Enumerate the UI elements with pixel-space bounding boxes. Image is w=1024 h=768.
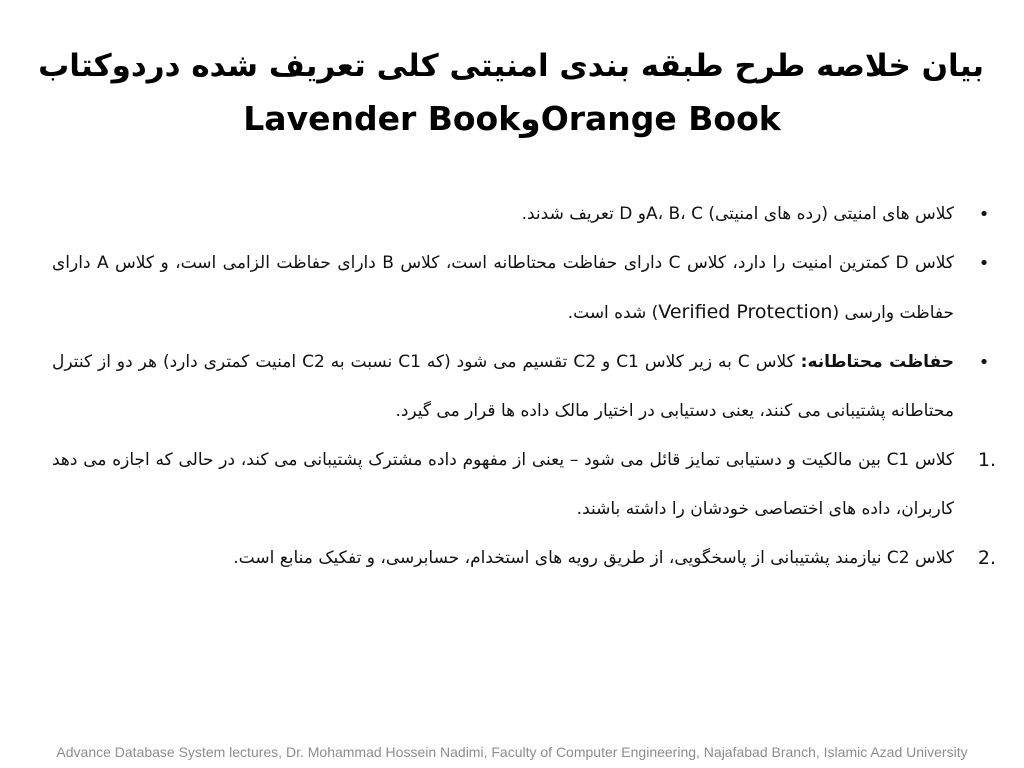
title-connector: و <box>520 99 541 138</box>
title-lavender-book: Lavender Book <box>243 99 521 138</box>
bullet-text-tail: ) شده است. <box>567 303 659 323</box>
slide-title <box>40 38 984 144</box>
numbered-item-2 <box>52 534 997 583</box>
bullet-item-2 <box>52 239 990 338</box>
number-marker: 2. <box>977 547 997 569</box>
title-orange-book: Orange Book <box>540 99 781 138</box>
title-line-1: بیان خلاصه طرح طبقه بندی امنیتی کلی تعریف شده دردوکتاب <box>38 48 984 84</box>
slide-footer: Advance Database System lectures, Dr. Mohammad Hossein Nadimi, Faculty of Computer Engineering, Najafabad Branch, Islamic Azad University <box>56 744 968 760</box>
bullet-item-3 <box>52 338 990 436</box>
bullet-latin-term: Verified Protection <box>658 301 833 323</box>
numbered-text: کلاس C1 بین مالکیت و دستیابی تمایز قائل می شود – یعنی از مفهوم داده مشترک پشتیبانی می کند، در حالی که اجازه می دهد کاربران، داده های اختصاصی خودشان را داشته باشند. <box>52 450 954 519</box>
title-line-2 <box>40 94 984 144</box>
bullet-text: کلاس C به زیر کلاس C1 و C2 تقسیم می شود (که C1 نسبت به C2 امنیت کمتری دارد) هر دو از کنترل محتاطانه پشتیبانی می کنند، یعنی دستیابی در اختیار مالک داده ها قرار می گیرد. <box>52 352 954 421</box>
number-marker: 1. <box>977 449 997 471</box>
bullet-marker: • <box>978 204 990 225</box>
bullet-item-1 <box>52 190 990 239</box>
numbered-item-1 <box>52 436 997 534</box>
bullet-marker: • <box>978 253 990 274</box>
bullet-text: کلاس های امنیتی (رده های امنیتی) A، B، Cو D تعریف شدند. <box>521 204 954 224</box>
slide-content <box>52 190 997 583</box>
bullet-bold-lead: حفاظت محتاطانه: <box>800 352 954 372</box>
bullet-marker: • <box>978 352 990 373</box>
bullet-text: کلاس D کمترین امنیت را دارد، کلاس C دارای حفاظت محتاطانه است، کلاس B دارای حفاظت الزامی است، و کلاس A دارای حفاظت وارسی ( <box>52 253 955 323</box>
numbered-text: کلاس C2 نیازمند پشتیبانی از پاسخگویی، از طریق رویه های استخدام، حسابرسی، و تفکیک منابع است. <box>233 548 954 568</box>
